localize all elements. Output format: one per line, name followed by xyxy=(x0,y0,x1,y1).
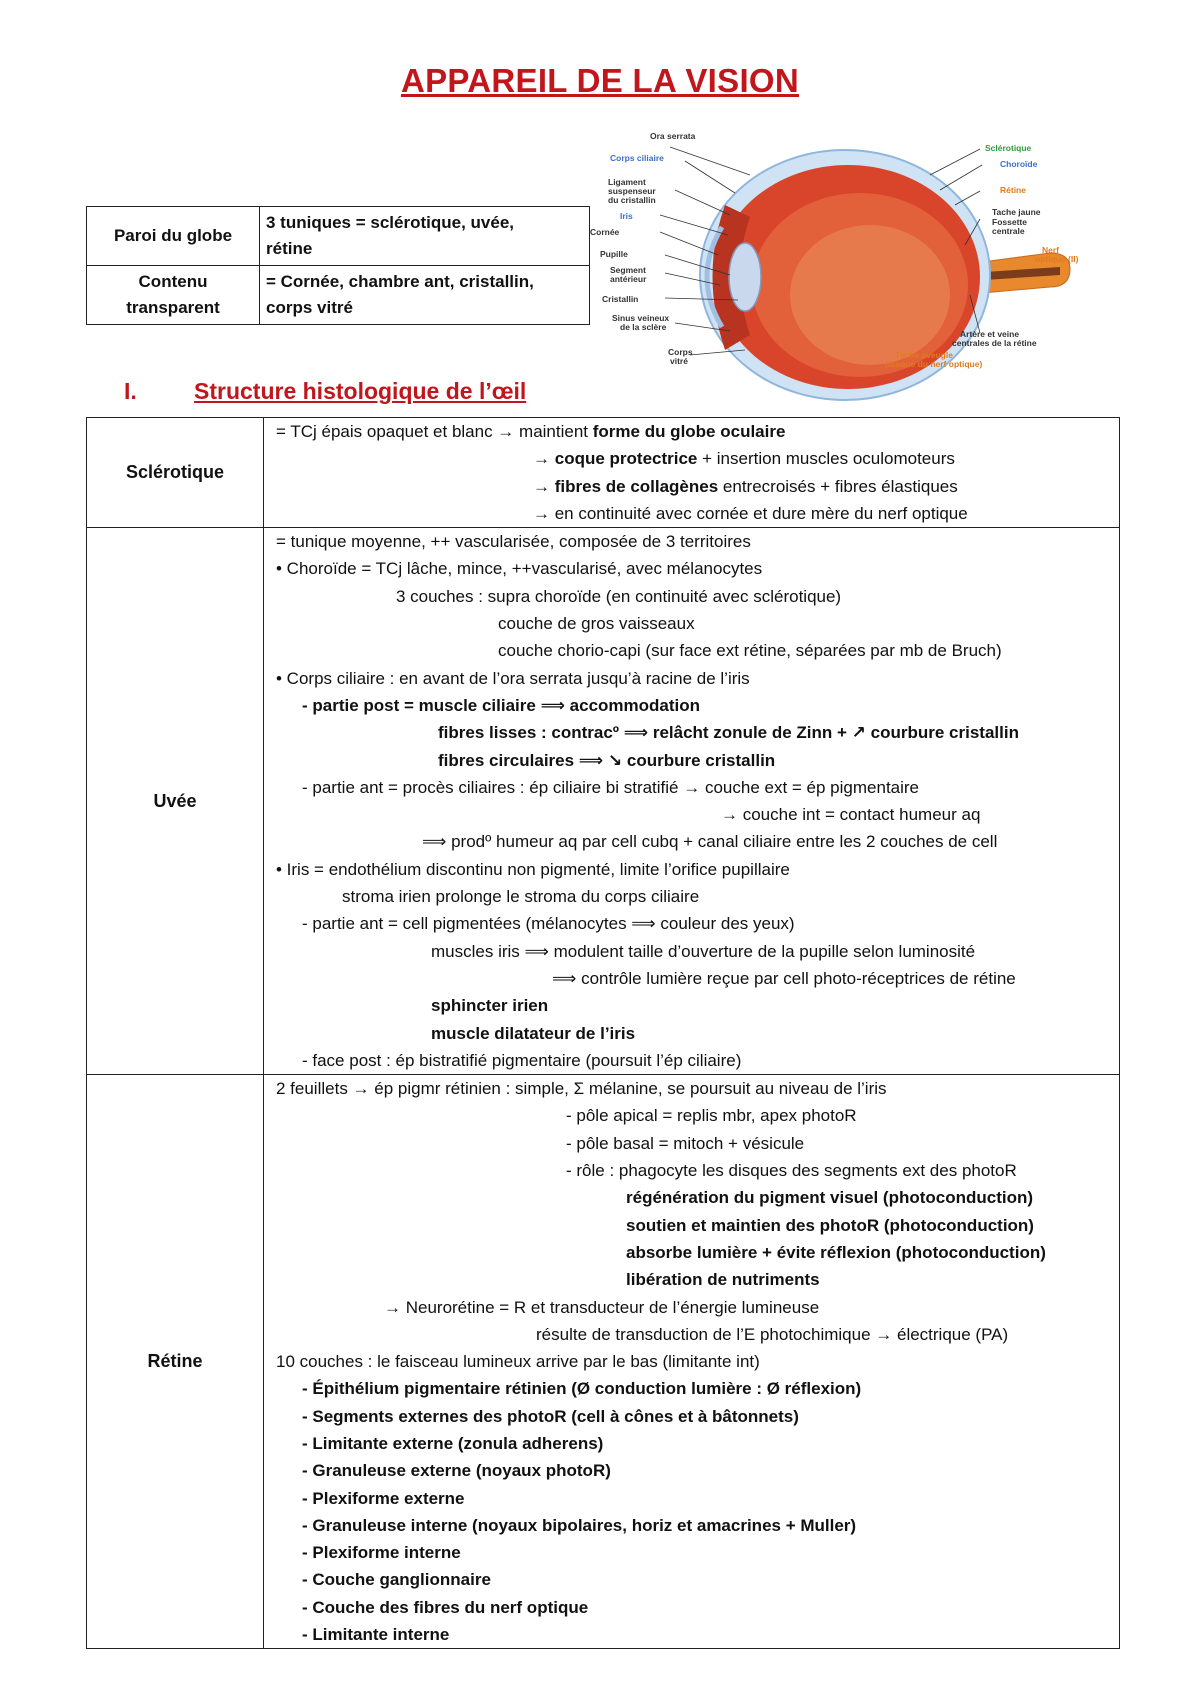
text-line: - pôle apical = replis mbr, apex photoR xyxy=(566,1106,857,1126)
text-line: 3 couches : supra choroïde (en continuité avec sclérotique) xyxy=(396,586,842,606)
text-line: - Couche ganglionnaire xyxy=(302,1570,491,1590)
table-row xyxy=(87,266,590,325)
text-line: soutien et maintien des photoR (photoconduction) xyxy=(626,1215,1034,1235)
diagram-label: antérieur xyxy=(610,274,647,284)
diagram-label: du cristallin xyxy=(608,195,656,205)
diagram-label: vitré xyxy=(670,356,688,366)
section-number: I. xyxy=(124,378,137,404)
text-line: • Iris = endothélium discontinu non pigmenté, limite l’orifice pupillaire xyxy=(276,859,790,879)
text-line: → en continuité avec cornée et dure mère du nerf optique xyxy=(533,503,968,523)
text-line: - Granuleuse interne (noyaux bipolaires, horiz et amacrines + Muller) xyxy=(302,1515,857,1535)
text-line: - Plexiforme externe xyxy=(302,1488,465,1508)
row-content xyxy=(264,1075,1120,1649)
section-title: Structure histologique de l’œil xyxy=(194,378,527,404)
value-line: = Cornée, chambre ant, cristallin, xyxy=(266,272,534,291)
text-line: → couche int = contact humeur aq xyxy=(721,805,981,825)
text-line: ⟹ prodº humeur aq par cell cubq + canal ciliaire entre les 2 couches de cell xyxy=(422,832,998,852)
diagram-label: Pupille xyxy=(600,249,628,259)
table-row xyxy=(87,207,590,266)
text-line: = TCj épais opaquet et blanc → maintient forme du globe oculaire xyxy=(276,422,786,441)
histology-table xyxy=(86,417,1120,1649)
text-line: libération de nutriments xyxy=(626,1270,820,1290)
row-content xyxy=(264,528,1120,1075)
row-value xyxy=(260,266,590,325)
diagram-label: Tache aveugle xyxy=(895,350,953,360)
text-line: couche chorio-capi (sur face ext rétine, séparées par mb de Bruch) xyxy=(498,641,1002,661)
diagram-label: Cristallin xyxy=(602,294,639,304)
diagram-label: Fossette xyxy=(992,217,1027,227)
diagram-label: suspenseur xyxy=(608,186,656,196)
text-line: - partie ant = procès ciliaires : ép ciliaire bi stratifié → couche ext = ép pigmentaire xyxy=(302,777,920,797)
value-line: corps vitré xyxy=(266,298,353,317)
diagram-label: centrales de la rétine xyxy=(952,338,1037,348)
eye-anatomy-diagram xyxy=(590,131,1130,413)
text-line: → fibres de collagènes entrecroisés + fibres élastiques xyxy=(533,476,958,496)
page-title: APPAREIL DE LA VISION xyxy=(400,62,800,99)
diagram-label: Ora serrata xyxy=(650,131,696,141)
table-row xyxy=(87,418,1120,528)
value-line: rétine xyxy=(266,239,313,258)
text-line: - partie ant = cell pigmentées (mélanocytes ⟹ couleur des yeux) xyxy=(302,914,795,934)
diagram-label: Corps ciliaire xyxy=(610,153,664,163)
text-line: - pôle basal = mitoch + vésicule xyxy=(566,1133,805,1153)
text-line: • Choroïde = TCj lâche, mince, ++vascularisé, avec mélanocytes xyxy=(276,559,763,579)
text-line: • Corps ciliaire : en avant de l’ora serrata jusqu’à racine de l’iris xyxy=(276,668,750,688)
text-line: ⟹ contrôle lumière reçue par cell photo-réceptrices de rétine xyxy=(552,968,1016,988)
summary-table xyxy=(86,206,590,325)
text-line: = tunique moyenne, ++ vascularisée, composée de 3 territoires xyxy=(276,532,751,552)
text-line: - face post : ép bistratifié pigmentaire (poursuit l’ép ciliaire) xyxy=(302,1050,742,1070)
diagram-label: Nerf xyxy=(1042,245,1060,255)
row-label: Contenu transparent xyxy=(87,266,260,325)
row-content xyxy=(264,418,1120,528)
text-line: - partie post = muscle ciliaire ⟹ accommodation xyxy=(302,695,701,715)
text-line: - Limitante interne xyxy=(302,1625,450,1645)
lens-shape xyxy=(729,243,761,311)
diagram-label: de la sclère xyxy=(620,322,667,332)
text-line: régénération du pigment visuel (photoconduction) xyxy=(626,1188,1034,1208)
text-line: 2 feuillets → ép pigmr rétinien : simple, Σ mélanine, se poursuit au niveau de l’iris xyxy=(276,1079,887,1099)
section-heading xyxy=(124,378,526,405)
text-line: → coque protectrice + insertion muscles oculomoteurs xyxy=(533,449,955,469)
row-label: Paroi du globe xyxy=(87,207,260,266)
diagram-label: Sclérotique xyxy=(985,143,1032,153)
text-line: - Limitante externe (zonula adherens) xyxy=(302,1433,604,1453)
diagram-label: (disque du nerf optique) xyxy=(885,359,983,369)
diagram-label: Segment xyxy=(610,265,646,275)
text-line: résulte de transduction de l’E photochimique → électrique (PA) xyxy=(536,1324,1009,1344)
table-row xyxy=(87,1075,1120,1649)
text-line: - Couche des fibres du nerf optique xyxy=(302,1597,589,1617)
row-label: Uvée xyxy=(87,528,264,1075)
diagram-label: optique (II) xyxy=(1035,254,1079,264)
diagram-label: centrale xyxy=(992,226,1025,236)
text-line: - rôle : phagocyte les disques des segments ext des photoR xyxy=(566,1161,1017,1181)
text-line: - Épithélium pigmentaire rétinien (Ø conduction lumière : Ø réflexion) xyxy=(302,1379,862,1399)
text-line: - Granuleuse externe (noyaux photoR) xyxy=(302,1461,611,1481)
text-line: - Plexiforme interne xyxy=(302,1543,461,1563)
diagram-label: Artère et veine xyxy=(960,329,1020,339)
text-line: fibres lisses : contracº ⟹ relâcht zonule de Zinn + ↗ courbure cristallin xyxy=(438,723,1019,743)
table-row xyxy=(87,528,1120,1075)
row-label: Sclérotique xyxy=(87,418,264,528)
diagram-label: Rétine xyxy=(1000,185,1026,195)
diagram-label: Choroïde xyxy=(1000,159,1038,169)
text-line: → Neurorétine = R et transducteur de l’énergie lumineuse xyxy=(384,1297,820,1317)
row-label: Rétine xyxy=(87,1075,264,1649)
row-value xyxy=(260,207,590,266)
text-line: 10 couches : le faisceau lumineux arrive par le bas (limitante int) xyxy=(276,1352,760,1372)
diagram-label: Iris xyxy=(620,211,633,221)
text-line: couche de gros vaisseaux xyxy=(498,614,695,634)
text-line: stroma irien prolonge le stroma du corps ciliaire xyxy=(342,887,700,907)
text-line: - Segments externes des photoR (cell à cônes et à bâtonnets) xyxy=(302,1406,799,1426)
text-line: muscle dilatateur de l’iris xyxy=(431,1023,636,1043)
value-line: 3 tuniques = sclérotique, uvée, xyxy=(266,213,514,232)
diagram-label: Sinus veineux xyxy=(612,313,670,323)
text-line: muscles iris ⟹ modulent taille d’ouverture de la pupille selon luminosité xyxy=(431,941,976,961)
diagram-label: Ligament xyxy=(608,177,646,187)
text-line: fibres circulaires ⟹ ↘ courbure cristallin xyxy=(438,750,776,770)
diagram-label: Tache jaune xyxy=(992,207,1041,217)
diagram-label: Corps xyxy=(668,347,693,357)
text-line: sphincter irien xyxy=(431,996,549,1016)
diagram-label: Cornée xyxy=(590,227,620,237)
text-line: absorbe lumière + évite réflexion (photoconduction) xyxy=(626,1242,1046,1262)
